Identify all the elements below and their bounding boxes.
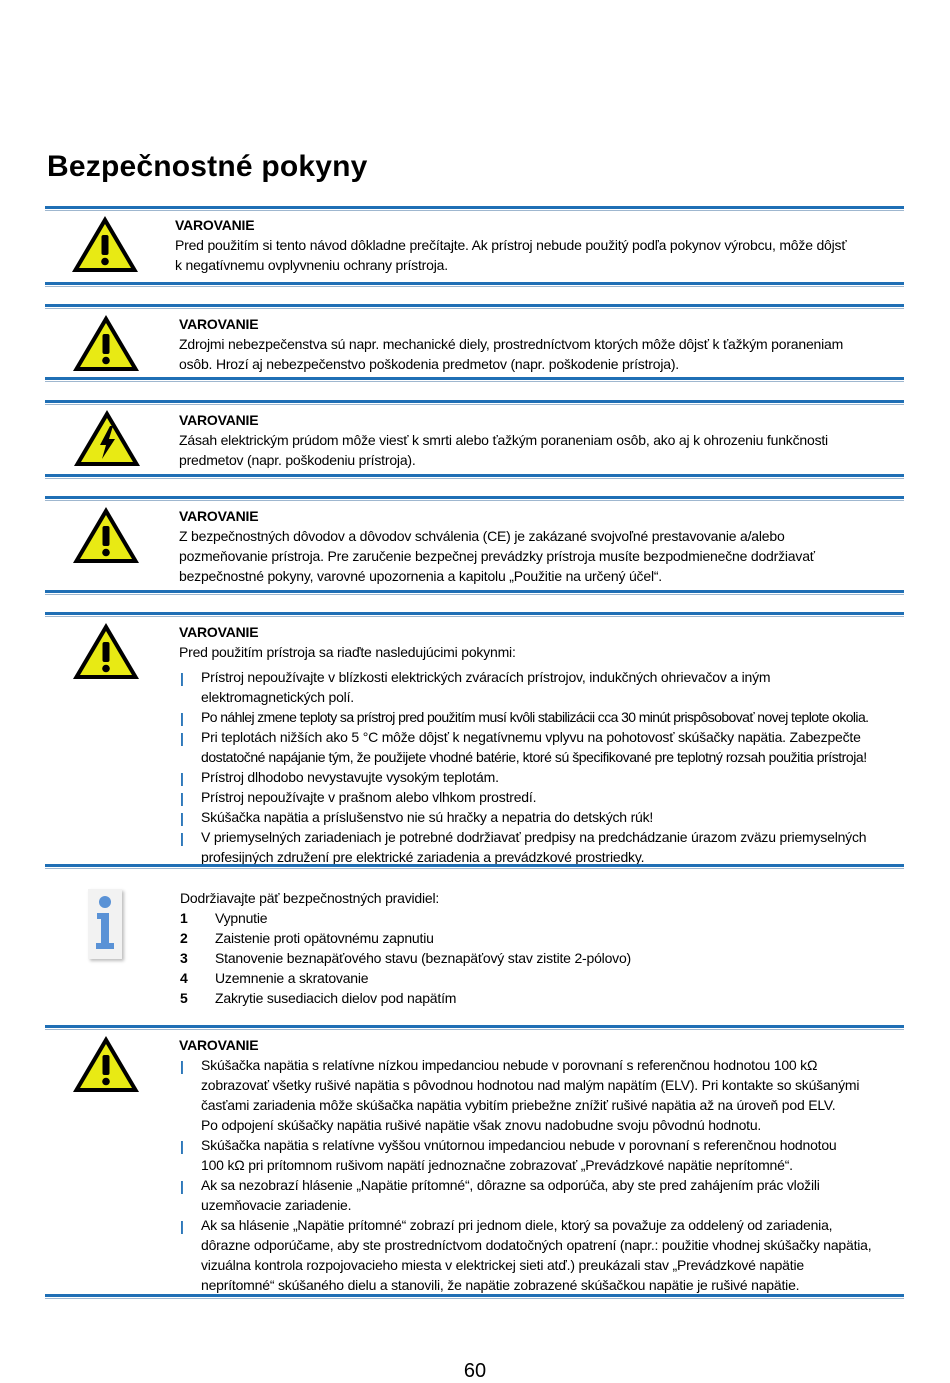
- warning-block: [179, 622, 899, 867]
- list-item: | Po náhlej zmene teploty sa prístroj pred použitím musí kvôli stabilizácii cca 30 minút prispôsobovať novej teplote okolia.: [179, 707, 899, 727]
- info-intro: Dodržiavajte päť bezpečnostných pravidiel:: [180, 890, 440, 906]
- info-icon: [88, 889, 122, 959]
- section-divider: [45, 496, 904, 501]
- list-item: [180, 928, 900, 948]
- list-item: | Prístroj dlhodobo nevystavujte vysokým teplotám.: [179, 767, 899, 787]
- warning-heading: VAROVANIE: [179, 508, 259, 524]
- warning-line: bezpečnostné pokyny, varovné upozornenia a kapitolu „Použitie na určený účel“.: [179, 568, 662, 584]
- section-divider: [45, 612, 904, 617]
- warning-block: [179, 506, 899, 586]
- warning-triangle-icon: [71, 313, 141, 373]
- list-item: | V priemyselných zariadeniach je potrebné dodržiavať predpisy na predchádzanie úrazom zväzu priemyselných profesijných združení pre elektrické zariadenia a prevádzkové prostriedky.: [179, 827, 899, 867]
- list-item-line: uzemňovacie zariadenie.: [201, 1197, 352, 1213]
- rule-number: 2: [180, 930, 188, 946]
- list-item-line: elektromagnetických polí.: [201, 689, 354, 705]
- warning-heading: VAROVANIE: [179, 624, 259, 640]
- list-item-line: 100 kΩ pri prítomnom rušivom napätí jednoznačne zobrazovať „Prevádzkové napätie neprítomné“.: [201, 1157, 793, 1173]
- rule-text: Uzemnenie a skratovanie: [215, 970, 369, 986]
- warning-block: [179, 410, 899, 470]
- section-divider: [45, 304, 904, 309]
- list-item-line: Skúšačka napätia a príslušenstvo nie sú hračky a nepatria do detských rúk!: [201, 809, 654, 825]
- warning-line: predmetov (napr. poškodeniu prístroja).: [179, 452, 416, 468]
- rule-text: Zakrytie susediacich dielov pod napätím: [215, 990, 457, 1006]
- section-divider: [45, 206, 904, 211]
- list-item-line: Ak sa nezobrazí hlásenie „Napätie prítomné“, dôrazne sa odporúča, aby ste pred zahájením prác vložili: [201, 1177, 820, 1193]
- list-item-line: neprítomné“ skúšaného dielu a stanovili, že napätie zobrazené skúšačkou napätie je rušivé napätie.: [201, 1277, 800, 1293]
- warning-block: [179, 1035, 899, 1295]
- section-divider: [45, 377, 904, 382]
- warning-triangle-icon: [70, 214, 140, 274]
- warning-heading: VAROVANIE: [179, 412, 259, 428]
- rule-number: 3: [180, 950, 188, 966]
- electric-hazard-icon: [72, 408, 142, 468]
- list-item-line: dostatočné napájanie tým, že použijete vhodné batérie, ktoré sú špecifikované pre teplotný rozsah použitia prístroja!: [201, 749, 867, 765]
- list-item-line: Po odpojení skúšačky napätia rušivé napätie však znovu nadobudne svoju pôvodnú hodnotu.: [201, 1117, 762, 1133]
- rule-text: Stanovenie beznapäťového stavu (beznapäťový stav zistite 2-pólovo): [215, 950, 632, 966]
- list-item: [180, 988, 900, 1008]
- warning-heading: VAROVANIE: [179, 316, 259, 332]
- warning-line: osôb. Hrozí aj nebezpečenstvo poškodenia predmetov (napr. poškodenie prístroja).: [179, 356, 679, 372]
- list-item: | Ak sa hlásenie „Napätie prítomné“ zobrazí pri jednom diele, ktorý sa považuje za oddelený od zariadenia, dôrazne odporúčame, aby ste prostredníctvom dodatočných opatrení (napr.: použitie vhodnej skúšačky napätia, vizuálna kontrola rozpojovacieho miesta v elektrickej sieti atď.) preukázali stav „Prevádzkové napätie neprítomné“ skúšaného dielu a stanovili, že napätie zobrazené skúšačkou napätie je rušivé napätie.: [179, 1215, 899, 1295]
- list-item-line: dôrazne odporúčame, aby ste prostredníctvom dodatočných opatrení (napr.: použitie vhodnej skúšačky napätia,: [201, 1237, 872, 1253]
- section-divider: [45, 1294, 904, 1299]
- warning-line: pozmeňovanie prístroja. Pre zaručenie bezpečnej prevádzky prístroja musíte bezpodmienečne dodržiavať: [179, 548, 815, 564]
- page-title: Bezpečnostné pokyny: [47, 150, 368, 183]
- rule-text: Zaistenie proti opätovnému zapnutiu: [215, 930, 434, 946]
- warning-line: Zdrojmi nebezpečenstva sú napr. mechanické diely, prostredníctvom ktorých môže dôjsť k ťažkým poraneniam: [179, 336, 844, 352]
- list-item-line: časťami zariadenia môže skúšačka napätia vybitím priebežne znížiť rušivé napätia až na úroveň pod ELV.: [201, 1097, 836, 1113]
- list-item-line: Prístroj nepoužívajte v prašnom alebo vlhkom prostredí.: [201, 789, 537, 805]
- list-item-line: Skúšačka napätia s relatívne nízkou impedanciou nebude v porovnaní s referenčnou hodnotou 100 kΩ: [201, 1057, 818, 1073]
- list-item: [180, 908, 900, 928]
- warning-line: Z bezpečnostných dôvodov a dôvodov schválenia (CE) je zakázané svojvoľné prestavovanie a/alebo: [179, 528, 785, 544]
- list-item-line: Prístroj nepoužívajte v blízkosti elektrických zváracích prístrojov, indukčných ohrievačov a iným: [201, 669, 771, 685]
- list-item-line: vizuálna kontrola rozpojovacieho miesta v elektrickej sieti atď.) preukázali stav „Prevádzkové napätie: [201, 1257, 804, 1273]
- list-item-line: zobrazovať všetky rušivé napätia s pôvodnou hodnotou nad malým napätím (ELV). Pri kontakte so skúšanými: [201, 1077, 860, 1093]
- list-item: [180, 968, 900, 988]
- rule-number: 5: [180, 990, 188, 1006]
- section-divider: [45, 590, 904, 595]
- list-item: [180, 948, 900, 968]
- list-item-line: Skúšačka napätia s relatívne vyššou vnútornou impedanciou nebude v porovnaní s referenčnou hodnotou: [201, 1137, 837, 1153]
- warning-heading: VAROVANIE: [175, 217, 255, 233]
- section-divider: [45, 864, 904, 869]
- list-item: | Skúšačka napätia s relatívne nízkou impedanciou nebude v porovnaní s referenčnou hodnotou 100 kΩ zobrazovať všetky rušivé napätia s pôvodnou hodnotou nad malým napätím (ELV). Pri kontakte so skúšanými časťami zariadenia môže skúšačka napätia vybitím priebežne znížiť rušivé napätia až na úroveň pod ELV. Po odpojení skúšačky napätia rušivé napätie však znovu nadobudne svoju pôvodnú hodnotu.: [179, 1055, 899, 1135]
- warning-block: [175, 215, 895, 275]
- list-item: | Prístroj nepoužívajte v prašnom alebo vlhkom prostredí.: [179, 787, 899, 807]
- warning-triangle-icon: [71, 621, 141, 681]
- section-divider: [45, 474, 904, 479]
- section-divider: [45, 1025, 904, 1030]
- list-item-line: V priemyselných zariadeniach je potrebné dodržiavať predpisy na predchádzanie úrazom zväzu priemyselných: [201, 829, 867, 845]
- warning-block: [179, 314, 899, 374]
- list-item-line: profesijných združení pre elektrické zariadenia a prevádzkové prostriedky.: [201, 849, 645, 865]
- warning-line: k negatívnemu ovplyvneniu ochrany prístroja.: [175, 257, 448, 273]
- list-item: | Prístroj nepoužívajte v blízkosti elektrických zváracích prístrojov, indukčných ohrievačov a iným elektromagnetických polí.: [179, 667, 899, 707]
- warning-line: Pred použitím prístroja sa riaďte nasledujúcimi pokynmi:: [179, 644, 516, 660]
- section-divider: [45, 400, 904, 405]
- section-divider: [45, 282, 904, 287]
- warning-line: Pred použitím si tento návod dôkladne prečítajte. Ak prístroj nebude použitý podľa pokynov výrobcu, môže dôjsť: [175, 237, 847, 253]
- warning-heading: VAROVANIE: [179, 1037, 259, 1053]
- warning-triangle-icon: [71, 505, 141, 565]
- list-item-line: Ak sa hlásenie „Napätie prítomné“ zobrazí pri jednom diele, ktorý sa považuje za oddelený od zariadenia,: [201, 1217, 833, 1233]
- list-item: | Skúšačka napätia s relatívne vyššou vnútornou impedanciou nebude v porovnaní s referenčnou hodnotou 100 kΩ pri prítomnom rušivom napätí jednoznačne zobrazovať „Prevádzkové napätie neprítomné“.: [179, 1135, 899, 1175]
- list-item: | Ak sa nezobrazí hlásenie „Napätie prítomné“, dôrazne sa odporúča, aby ste pred zahájením prác vložili uzemňovacie zariadenie.: [179, 1175, 899, 1215]
- list-item-line: Pri teplotách nižších ako 5 °C môže dôjsť k negatívnemu vplyvu na pohotovosť skúšačky napätia. Zabezpečte: [201, 729, 861, 745]
- list-item: | Skúšačka napätia a príslušenstvo nie sú hračky a nepatria do detských rúk!: [179, 807, 899, 827]
- page-number: 60: [463, 1360, 487, 1382]
- list-item-line: Po náhlej zmene teploty sa prístroj pred použitím musí kvôli stabilizácii cca 30 minút prispôsobovať novej teplote okolia.: [201, 709, 869, 725]
- warning-triangle-icon: [71, 1034, 141, 1094]
- list-item-line: Prístroj dlhodobo nevystavujte vysokým teplotám.: [201, 769, 499, 785]
- rule-number: 1: [180, 910, 188, 926]
- rule-number: 4: [180, 970, 188, 986]
- rule-text: Vypnutie: [215, 910, 268, 926]
- list-item: | Pri teplotách nižších ako 5 °C môže dôjsť k negatívnemu vplyvu na pohotovosť skúšačky napätia. Zabezpečte dostatočné napájanie tým, že použijete vhodné batérie, ktoré sú špecifikované pre teplotný rozsah použitia prístroja!: [179, 727, 899, 767]
- warning-line: Zásah elektrickým prúdom môže viesť k smrti alebo ťažkým poraneniam osôb, ako aj k ohrozeniu funkčnosti: [179, 432, 828, 448]
- info-block: [180, 888, 900, 1008]
